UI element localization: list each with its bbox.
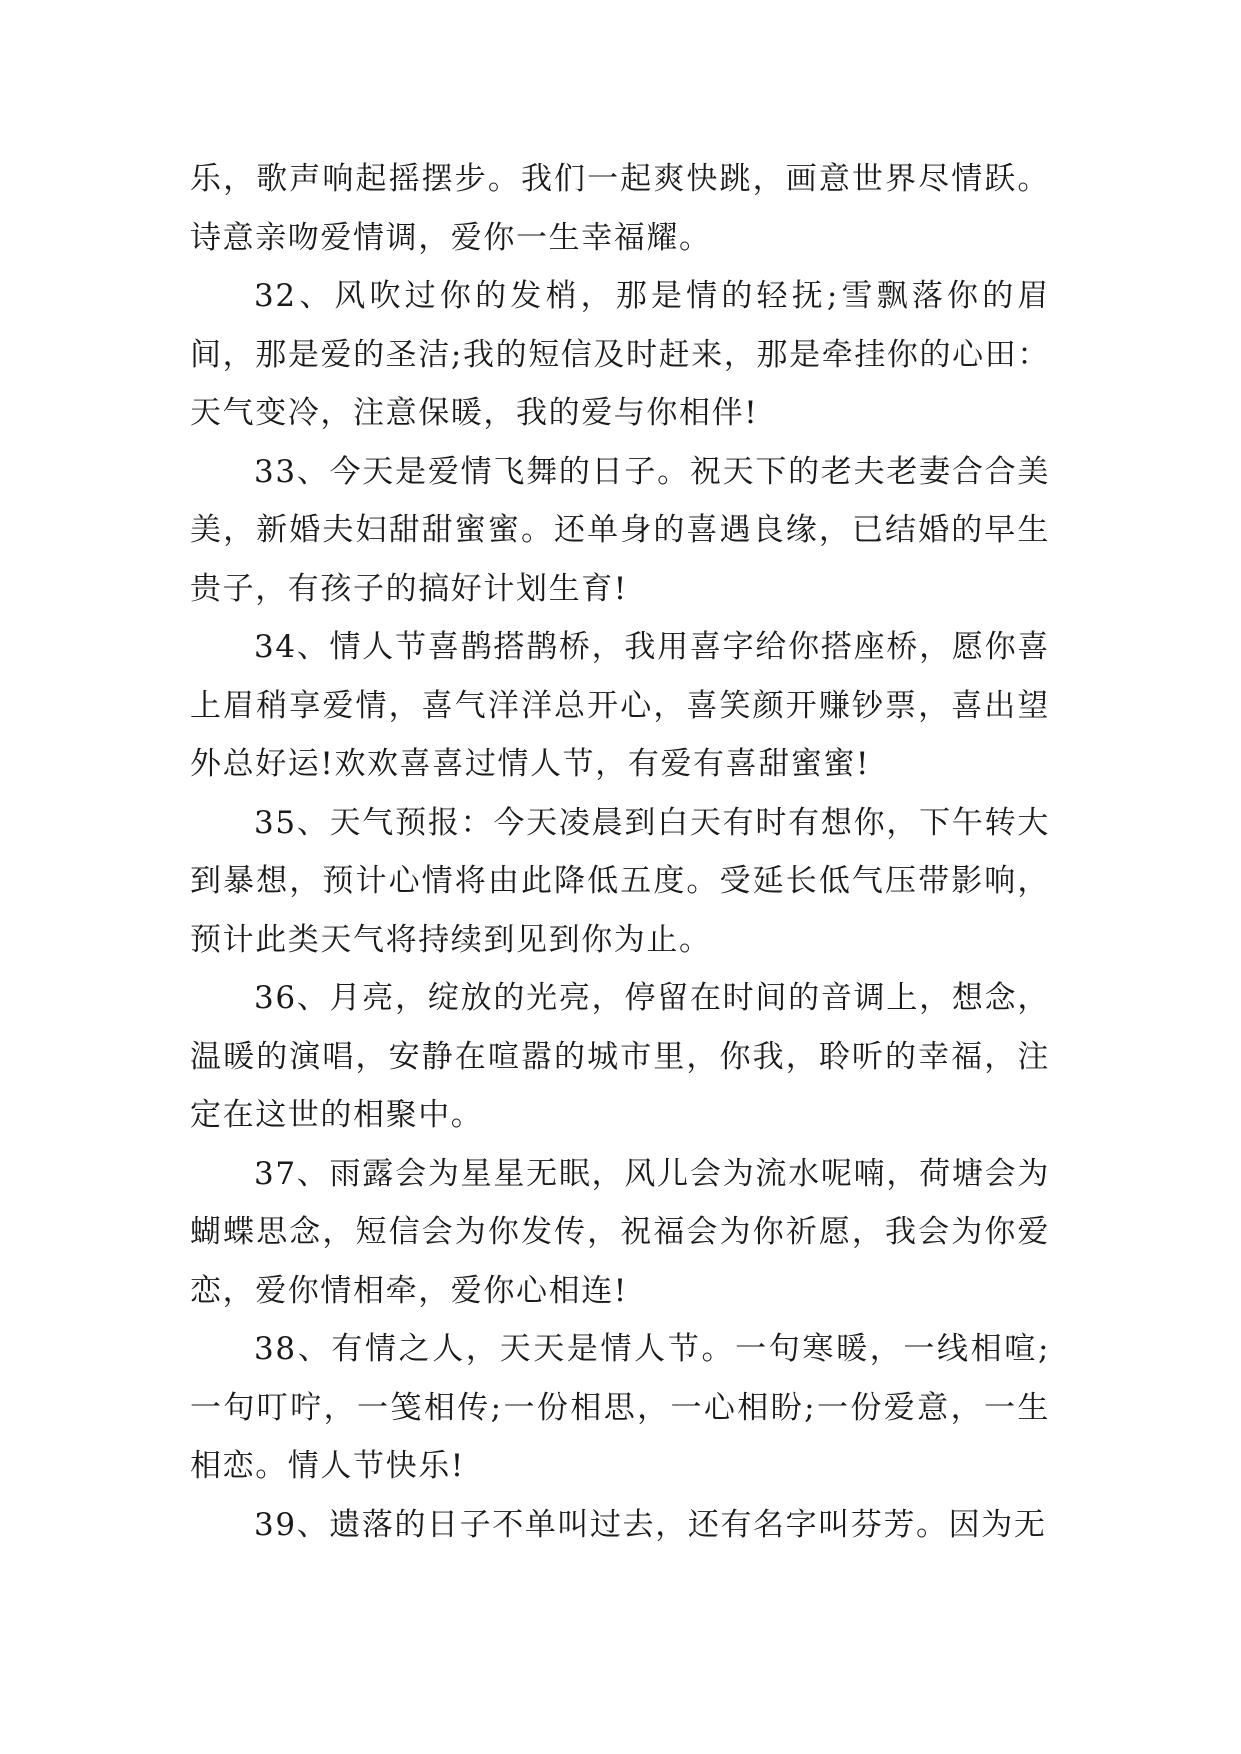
paragraph-34: 34、情人节喜鹊搭鹊桥，我用喜字给你搭座桥，愿你喜上眉稍享爱情，喜气洋洋总开心，喜笑颜开赚钞票，喜出望外总好运!欢欢喜喜过情人节，有爱有喜甜蜜蜜! xyxy=(190,629,1050,782)
paragraph-35: 35、天气预报：今天凌晨到白天有时有想你，下午转大到暴想，预计心情将由此降低五度。受延长低气压带影响，预计此类天气将持续到见到你为止。 xyxy=(190,804,1050,958)
paragraph-continued: 乐，歌声响起摇摆步。我们一起爽快跳，画意世界尽情跃。诗意亲吻爱情调，爱你一生幸福耀。 xyxy=(190,161,1050,256)
paragraph-37: 37、雨露会为星星无眠，风儿会为流水呢喃，荷塘会为蝴蝶思念，短信会为你发传，祝福会为你祈愿，我会为你爱恋，爱你情相牵，爱你心相连! xyxy=(190,1155,1050,1309)
document-body xyxy=(190,150,1050,1554)
paragraph-36: 36、月亮，绽放的光亮，停留在时间的音调上，想念，温暖的演唱，安静在喧嚣的城市里，你我，聆听的幸福，注定在这世的相聚中。 xyxy=(190,980,1050,1133)
paragraph-32: 32、风吹过你的发梢，那是情的轻抚;雪飘落你的眉间，那是爱的圣洁;我的短信及时赶来，那是牵挂你的心田：天气变冷，注意保暖，我的爱与你相伴! xyxy=(190,278,1050,431)
paragraph-39: 39、遗落的日子不单叫过去，还有名字叫芬芳。因为无 xyxy=(254,1506,1047,1543)
paragraph-38: 38、有情之人，天天是情人节。一句寒暖，一线相喧;一句叮咛，一笺相传;一份相思，一心相盼;一份爱意，一生相恋。情人节快乐! xyxy=(190,1331,1050,1484)
paragraph-33: 33、今天是爱情飞舞的日子。祝天下的老夫老妻合合美美，新婚夫妇甜甜蜜蜜。还单身的喜遇良缘，已结婚的早生贵子，有孩子的搞好计划生育! xyxy=(190,453,1050,607)
